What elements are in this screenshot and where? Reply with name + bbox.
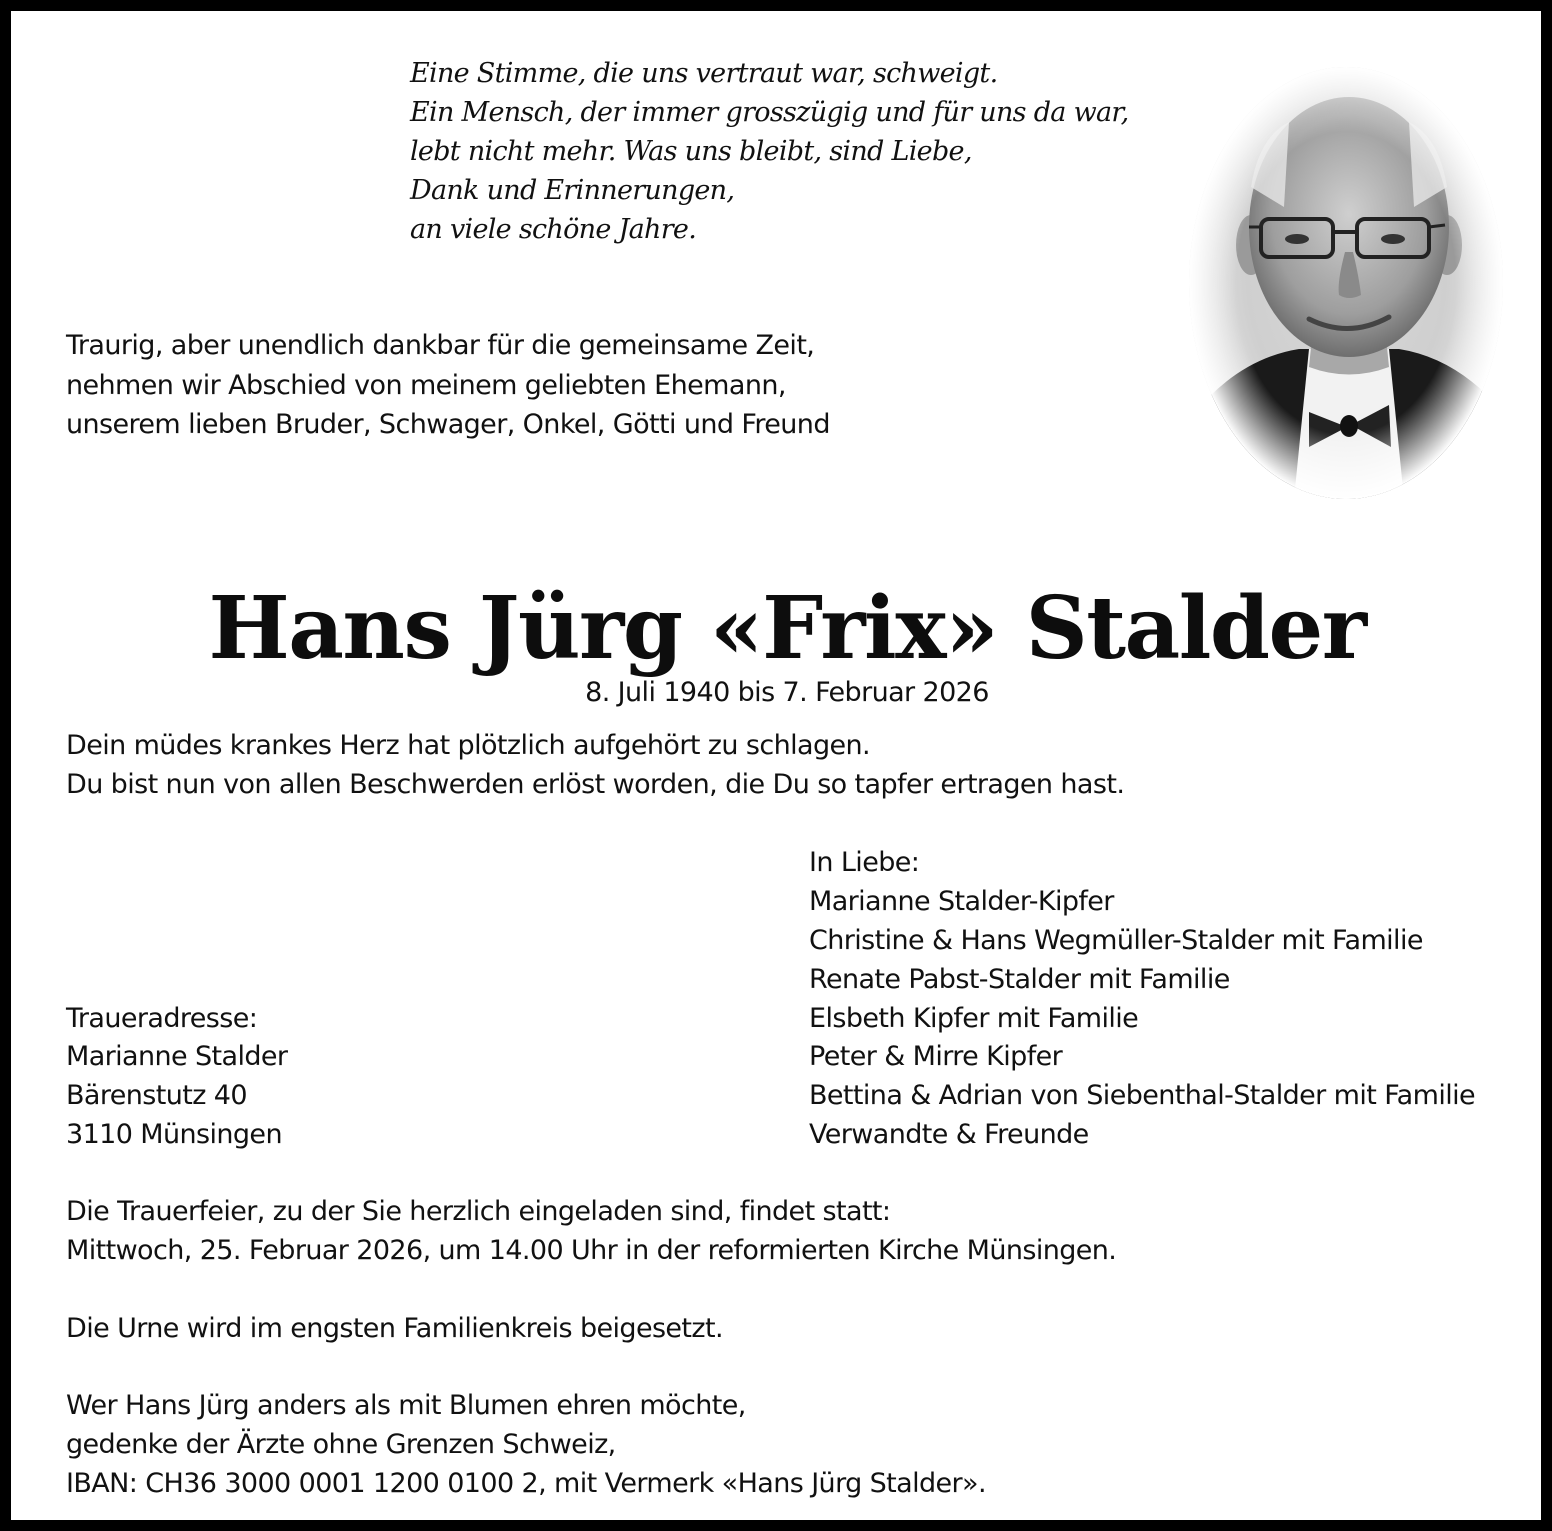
donation-line: gedenke der Ärzte ohne Grenzen Schweiz,	[66, 1429, 616, 1460]
address-label: Traueradresse:	[66, 1003, 258, 1034]
donation-line: Wer Hans Jürg anders als mit Blumen ehren möchte,	[66, 1390, 746, 1421]
poem-line: Ein Mensch, der immer grosszügig und für uns da war,	[410, 97, 1129, 128]
message-line: Dein müdes krankes Herz hat plötzlich aufgehört zu schlagen.	[66, 730, 870, 761]
mourner-name: Elsbeth Kipfer mit Familie	[809, 1003, 1139, 1034]
mourner-name: Marianne Stalder-Kipfer	[809, 886, 1114, 917]
poem-line: Eine Stimme, die uns vertraut war, schweigt.	[410, 58, 998, 89]
donation-iban: IBAN: CH36 3000 0001 1200 0100 2, mit Vermerk «Hans Jürg Stalder».	[66, 1468, 986, 1499]
mourner-name: Bettina & Adrian von Siebenthal-Stalder mit Familie	[809, 1080, 1476, 1111]
intro-line: Traurig, aber unendlich dankbar für die gemeinsame Zeit,	[66, 330, 815, 361]
intro-line: unserem lieben Bruder, Schwager, Onkel, Götti und Freund	[66, 409, 830, 440]
address-line: Marianne Stalder	[66, 1041, 288, 1072]
deceased-name: Hans Jürg «Frix» Stalder	[208, 577, 1366, 679]
intro-line: nehmen wir Abschied von meinem geliebten Ehemann,	[66, 370, 786, 401]
poem-line: an viele schöne Jahre.	[410, 214, 697, 245]
ceremony-line: Die Trauerfeier, zu der Sie herzlich eingeladen sind, findet statt:	[66, 1196, 891, 1227]
address-line: 3110 Münsingen	[66, 1119, 282, 1150]
mourners-heading: In Liebe:	[809, 847, 920, 878]
ceremony-line: Mittwoch, 25. Februar 2026, um 14.00 Uhr in der reformierten Kirche Münsingen.	[66, 1235, 1117, 1266]
message-line: Du bist nun von allen Beschwerden erlöst worden, die Du so tapfer ertragen hast.	[66, 769, 1125, 800]
poem-line: Dank und Erinnerungen,	[410, 175, 735, 206]
burial-note: Die Urne wird im engsten Familienkreis beigesetzt.	[66, 1313, 723, 1344]
mourner-name: Renate Pabst-Stalder mit Familie	[809, 964, 1230, 995]
mourner-name: Peter & Mirre Kipfer	[809, 1041, 1063, 1072]
portrait-photo	[1189, 67, 1503, 499]
mourner-name: Verwandte & Freunde	[809, 1119, 1089, 1150]
address-line: Bärenstutz 40	[66, 1080, 247, 1111]
portrait-illustration	[1189, 67, 1503, 499]
mourner-name: Christine & Hans Wegmüller-Stalder mit Familie	[809, 925, 1423, 956]
poem-line: lebt nicht mehr. Was uns bleibt, sind Liebe,	[410, 136, 972, 167]
life-dates: 8. Juli 1940 bis 7. Februar 2026	[585, 677, 989, 708]
